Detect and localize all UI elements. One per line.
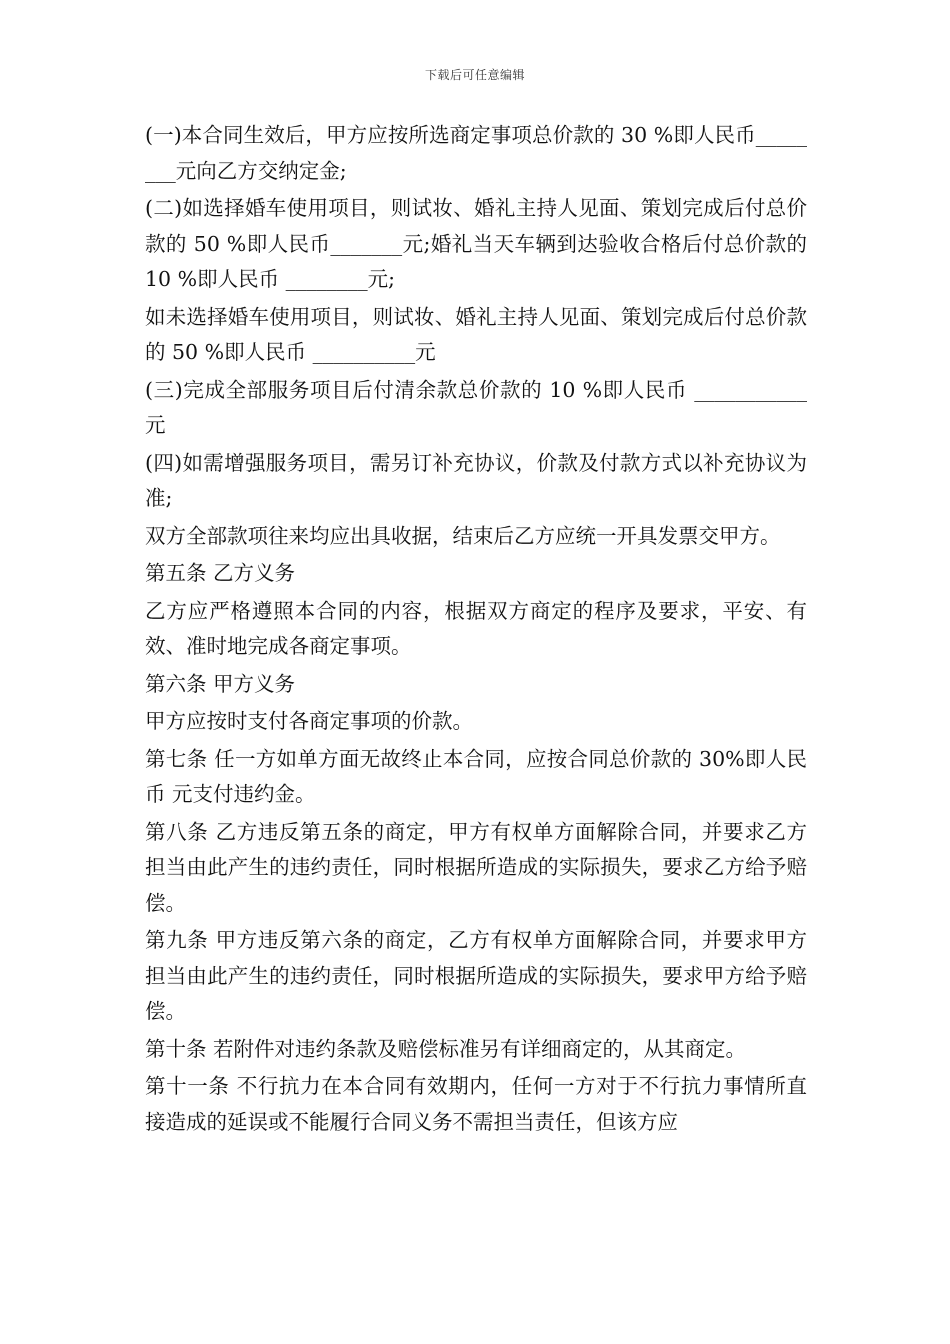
contract-body [145,118,807,1142]
article-8: 第八条 乙方违反第五条的商定，甲方有权单方面解除合同，并要求乙方担当由此产生的违约责任，同时根据所造成的实际损失，要求乙方给予赔偿。 [145,819,807,915]
article-6-heading: 第六条 甲方义务 [145,671,296,696]
article-7: 第七条 任一方如单方面无故终止本合同，应按合同总价款的 30%即人民币 元支付违约金。 [145,746,807,806]
paragraph-balance: (三)完成全部服务项目后付清余款总价款的 10 %即人民币 ___________元 [145,377,807,437]
paragraph-receipts: 双方全部款项往来均应出具收据，结束后乙方应统一开具发票交甲方。 [145,523,781,548]
article-5-heading: 第五条 乙方义务 [145,561,296,585]
paragraph-no-wedding-car: 如未选择婚车使用项目，则试妆、婚礼主持人见面、策划完成后付总价款的 50 %即人民币 __________元 [145,304,807,364]
paragraph-wedding-car: (二)如选择婚车使用项目，则试妆、婚礼主持人见面、策划完成后付总价款的 50 %即人民币_______元;婚礼当天车辆到达验收合格后付总价款的 10 %即人民币 ________元; [145,196,807,291]
article-10: 第十条 若附件对违约条款及赔偿标准另有详细商定的，从其商定。 [145,1036,747,1061]
paragraph-deposit: (一)本合同生效后，甲方应按所选商定事项总价款的 30 %即人民币________元向乙方交纳定金; [145,123,807,183]
article-6-body: 甲方应按时支付各商定事项的价款。 [145,709,473,733]
article-9: 第九条 甲方违反第六条的商定，乙方有权单方面解除合同，并要求甲方担当由此产生的违约责任，同时根据所造成的实际损失，要求甲方给予赔偿。 [145,928,807,1023]
article-5-body: 乙方应严格遵照本合同的内容，根据双方商定的程序及要求，平安、有效、准时地完成各商定事项。 [145,598,807,658]
page-header: 下载后可任意编辑 [424,68,525,82]
article-11: 第十一条 不行抗力在本合同有效期内，任何一方对于不行抗力事情所直接造成的延误或不能履行合同义务不需担当责任，但该方应 [145,1074,807,1134]
paragraph-extra-services: (四)如需增强服务项目，需另订补充协议，价款及付款方式以补充协议为准; [145,450,807,510]
